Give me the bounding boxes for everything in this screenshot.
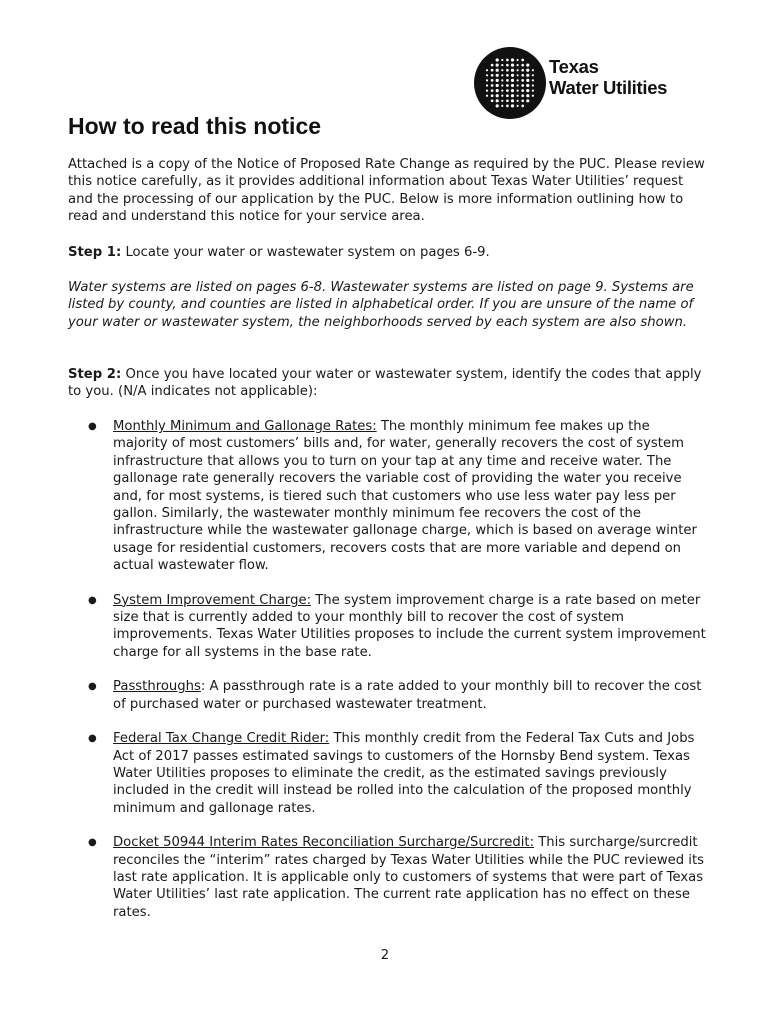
list-item-system-improvement [68, 592, 708, 662]
bullet-label: Passthroughs [113, 679, 201, 695]
step-1-label: Step 1: [68, 245, 122, 260]
step-1-paragraph [68, 244, 708, 261]
bullet-text: The monthly minimum fee makes up the majority of most customers’ bills and, for water, generally recovers the cost of system infrastructure that allows you to turn on your tap at any time and receive water. The gallonage rate generally recovers the variable cost of providing the water you receive and, for most systems, is tiered such that customers who use less water pay less per gallon. Similarly, the wastewater monthly minimum fee recovers the cost of the infrastructure while the wastewater gallonage charge, which is based on average winter usage for residential customers, recovers costs that are more variable and depend on actual wastewater flow. [113, 419, 697, 574]
page-number: 2 [380, 948, 390, 963]
bullet-text: The system improvement charge is a rate based on meter size that is currently added to your monthly bill to recover the cost of system improvements. Texas Water Utilities proposes to include the current system improvement charge for all systems in the base rate. [113, 592, 706, 660]
logo-wordmark [549, 56, 667, 98]
bullet-text: This surcharge/surcredit reconciles the “interim” rates charged by Texas Water Utilities while the PUC reviewed its last rate application. It is applicable only to customers of systems that were part of Texas Water Utilities’ last rate application. The current rate application has no effect on these rates. [113, 835, 704, 920]
step-2-text: Once you have located your water or wastewater system, identify the codes that apply to you. (N/A indicates not applicable): [68, 367, 702, 400]
bullet-label: Monthly Minimum and Gallonage Rates: [113, 419, 377, 434]
page-title: How to read this notice [68, 113, 322, 139]
logo-line-2: Water Utilities [549, 77, 668, 98]
bullet-text: This monthly credit from the Federal Tax Cuts and Jobs Act of 2017 passes estimated savings to customers of the Hornsby Bend system. Texas Water Utilities proposes to eliminate the credit, as the estimated savings previously included in the credit will instead be rolled into the calculation of the proposed monthly minimum and gallonage rates. [113, 731, 695, 816]
bullet-label: Federal Tax Change Credit Rider: [113, 731, 330, 747]
list-item-monthly-minimum [68, 418, 708, 575]
step-1-text: Locate your water or wastewater system on pages 6-9. [125, 245, 490, 260]
rate-codes-list [68, 418, 708, 921]
systems-note: Water systems are listed on pages 6-8. Wastewater systems are listed on page 9. Systems are listed by county, and counties are listed in alphabetical order. If you are unsure of the name of your water or wastewater system, the neighborhoods served by each system are also shown. [68, 280, 694, 330]
step-2-label: Step 2: [68, 367, 122, 382]
bullet-label: Docket 50944 Interim Rates Reconciliation Surcharge/Surcredit: [113, 835, 535, 851]
intro-paragraph: Attached is a copy of the Notice of Proposed Rate Change as required by the PUC. Please review this notice carefully, as it provides additional information about Texas Water Utilities’ request and the processing of our application by the PUC. Below is more information outlining how to read and understand this notice for your service area. [68, 157, 705, 225]
list-item-federal-tax [68, 730, 708, 817]
list-item-passthroughs [68, 678, 708, 713]
list-item-docket-50944 [68, 834, 708, 921]
logo-dots-icon [474, 47, 546, 119]
bullet-label: System Improvement Charge: [113, 592, 312, 608]
step-2-paragraph [68, 366, 708, 401]
company-logo [474, 47, 694, 119]
bullet-text: : A passthrough rate is a rate added to your monthly bill to recover the cost of purchased water or purchased wastewater treatment. [113, 679, 702, 712]
logo-line-1: Texas [549, 56, 599, 77]
